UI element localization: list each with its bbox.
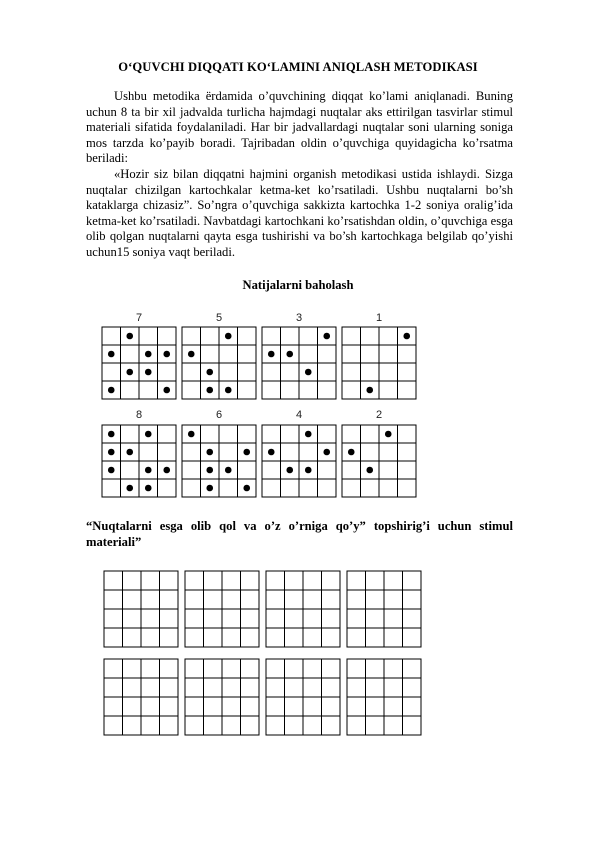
card-dot: [366, 467, 373, 474]
card-dot: [366, 387, 373, 394]
card-dot: [286, 351, 293, 358]
card-dot: [305, 467, 312, 474]
card-dot: [206, 467, 213, 474]
card-dot: [323, 333, 330, 340]
intro-paragraph: Ushbu metodika ërdamida o’quvchining diqqat ko’lami aniqlanadi. Buning uchun 8 ta bir xil jadvalda turlicha hajmdagi nuqtalar aks ettirilgan tasvirlar stimul materiali sifatida foydalaniladi. Har bir jadvallardagi nuqtalar soni ularning soniga mos tarzda ko’payib boradi. Tajribadan oldin o’quvchiga quyidagicha ko’rsatma beriladi:: [86, 89, 513, 166]
document-title: O‘QUVCHI DIQQATI KO‘LAMINI ANIQLASH METODIKASI: [118, 60, 478, 74]
card-dot: [206, 369, 213, 376]
card-dot: [163, 467, 170, 474]
card-dot: [145, 431, 152, 438]
card-dot: [126, 485, 133, 492]
card-dot: [108, 351, 115, 358]
card-label: 3: [295, 312, 303, 324]
grid-card: [266, 659, 340, 735]
grid-card: [102, 312, 176, 399]
card-dot: [323, 449, 330, 456]
card-label: 6: [215, 409, 223, 421]
card-dot: [225, 333, 232, 340]
card-dot: [145, 467, 152, 474]
card-dot: [163, 387, 170, 394]
card-label: 1: [375, 312, 383, 324]
card-dot: [188, 431, 195, 438]
card-label: 8: [135, 409, 143, 421]
grid-card: [104, 659, 178, 735]
grid-card: [262, 409, 336, 497]
card-dot: [403, 333, 410, 340]
card-dot: [305, 431, 312, 438]
grid-card: [347, 659, 421, 735]
grid-card: [347, 571, 421, 647]
stimulus-material-title: “Nuqtalarni esga olib qol va o’z o’rniga qo’y” topshirig’i uchun stimul materiali”: [86, 519, 513, 549]
card-dot: [145, 351, 152, 358]
grid-card: [182, 312, 256, 399]
grid-card: [102, 409, 176, 497]
card-label: 7: [135, 312, 143, 324]
card-dot: [268, 449, 275, 456]
card-dot: [126, 369, 133, 376]
card-dot: [385, 431, 392, 438]
card-dot: [348, 449, 355, 456]
card-dot: [206, 387, 213, 394]
card-dot: [268, 351, 275, 358]
card-dot: [108, 431, 115, 438]
grid-card: [266, 571, 340, 647]
card-dot: [108, 387, 115, 394]
card-label: 2: [375, 409, 383, 421]
card-dot: [225, 467, 232, 474]
card-dot: [286, 467, 293, 474]
instruction-paragraph: «Hozir siz bilan diqqatni hajmini organish metodikasi ustida ishlaydi. Sizga nuqtalar chizilgan kartochkalar ketma-ket ko’rsatiladi. Ushbu nuqtalarni bo’sh kataklarga chizasiz”. So’ngra o’quvchiga sakkizta kartochka 1-2 soniya oralig’ida ketma-ket ko’rsatiladi. Navbatdagi kartochkani ko’rsatishdan oldin, o’quvchiga esga olib qolgan nuqtalarni qayta esga tushirishi va bo’sh kartochkaga belgilab qo’yishi uchun15 soniya vaqt beriladi.: [86, 167, 513, 259]
card-dot: [126, 333, 133, 340]
card-dot: [188, 351, 195, 358]
card-dot: [243, 485, 250, 492]
card-dot: [206, 485, 213, 492]
grid-card: [342, 409, 416, 497]
grid-card: [182, 409, 256, 497]
card-label: 5: [215, 312, 223, 324]
card-label: 4: [295, 409, 303, 421]
card-dot: [108, 467, 115, 474]
card-dot: [206, 449, 213, 456]
card-dot: [243, 449, 250, 456]
card-dot: [163, 351, 170, 358]
grid-card: [185, 659, 259, 735]
card-dot: [145, 369, 152, 376]
card-dot: [108, 449, 115, 456]
grid-card: [185, 571, 259, 647]
card-dot: [126, 449, 133, 456]
grid-card: [342, 312, 416, 399]
grid-card: [104, 571, 178, 647]
card-dot: [305, 369, 312, 376]
card-dot: [225, 387, 232, 394]
grid-card: [262, 312, 336, 399]
results-subtitle: Natijalarni baholash: [242, 278, 354, 292]
card-dot: [145, 485, 152, 492]
